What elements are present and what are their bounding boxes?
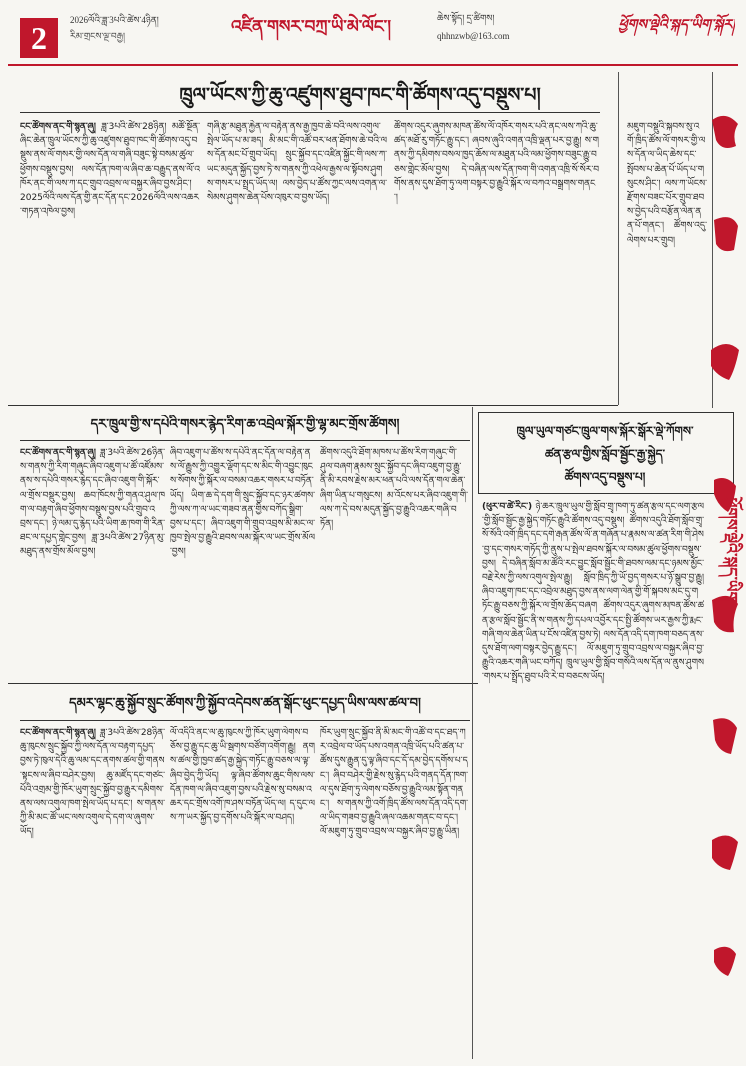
article-main-column-1 [20, 120, 200, 398]
issue-date: 2026ལོའི་ཟླ་3པའི་ཚེས་4ཉིན། [70, 15, 159, 25]
banner-text: ཕྱོགས་ལྡེའི་སྐད་ཡིག [722, 497, 741, 603]
article-3-column [482, 500, 704, 1056]
newspaper-title: འཛིན་གསར་བཀྲ་ཡི་མེ་ལོང་། [230, 17, 392, 37]
divider [8, 405, 618, 406]
headline-article-3-line-1: ཁྲུལ་ཡུལ་གཙང་ཁྲུལ་གས་སྐོར་སྒོར་ལྡེ་ཀོགས་ [516, 424, 694, 438]
article-4-column-1 [20, 726, 165, 1061]
article-2-text-1: ཟླ་3པའི་ཚེས་26ཉིན་ས་གནས་ཀྱི་རིག་གཞུང་ཞིབ་འཇུག་པ་ཚོ་འཛོམས་ནས་ས་དཔེའི་གསར་རྙེད་དང་ཞིབ་འཇུག་གི་སྐོར་ལ་གྲོས་བསྡུར་བྱས། ཆབ་ཁོངས་ཀྱི་གནའ་ཤུལ་ཁག་ལ་བརྟག་ཞིབ་ཕྱོགས་བསྡུས་བྱས་པའི་གྲུབ་འབྲས་དང་། ཉེ་ལམ་དུ་རྙེད་པའི་ཡིག་ཆ་ཁག་གི་རིན་ཐང་ལ་དཔྱད་གླེང་བྱས། ཟླ་3པའི་ཚེས་27ཉིན་མུ་མཐུད་ནས་གྲོས་མོལ་བྱས། [20, 448, 165, 558]
article-2-column-1 [20, 446, 165, 678]
article-main-lead: ངང་ཚོགས་ནང་གི་སྙན་ཞུ། [20, 122, 96, 132]
issue-subtitle: རིམ་གྲངས་ལྔ་བརྒྱ། [70, 31, 126, 41]
article-main-column-4: མཇུག་བསྡུའི་སྐབས་སུ་འགོ་ཁྲིད་ཚོས་ལོ་གསར་གྱི་ལས་དོན་ལ་ཡིད་ཆེས་དང་སྤོབས་པ་ཆེན་པོ་ཡོད་པ་གསུངས་ཤིང་། ལས་ཀ་ཡོངས་རྫོགས་བཟང་པོར་གྲུབ་ཐབས་བྱེད་པའི་བརྩོན་ལེན་ནན་པོ་གནང་། ཚོགས་འདུ་ལེགས་པར་གྲུབ། [627, 122, 707, 246]
article-4-lead: ངང་ཚོགས་ནང་གི་སྙན་ཞུ། [20, 728, 96, 738]
article-4-column-2: ལོ་འདིའི་ནང་ལ་ཆུ་ཁུངས་ཀྱི་ཁོར་ཡུག་ལེགས་བཅོས་བྱ་རྒྱུ་དང་ཆུ་ཡི་སྦགས་བཙོག་འགོག་རྒྱུ། ནགས་ཚལ་གྱི་ཁྱབ་ཚད་རྒྱ་སྐྱེད་གཏོང་རྒྱུ་བཅས་ལ་ལྟ་ཞིབ་བྱེད་ཀྱི་ཡོད། ལྟ་ཞིབ་ཚོགས་ཆུང་གིས་ལས་དོན་ཁག་ལ་ཞིབ་འཇུག་བྱས་པའི་རྗེས་སུ་བསམ་འཆར་དང་གྲོས་འགོ་ཁ་ཤས་བཏོན་ཡོད་ལ། ད་དུང་ལས་ཀ་ཡར་སྐྱོད་བྱ་དགོས་པའི་སྐོར་ལ་བཤད། [170, 728, 315, 824]
article-main-column-2: གཞི་རྩ་མཐུན་རྐྱེན་ལ་བརྟེན་ནས་རྒྱ་ཁྱབ་ཆེ་བའི་ལས་འགུལ་སྤེལ་ཡོད་པ་མ་ཟད། མི་མང་གི་འཚོ་བར་ཕན་ཐོགས་ཆེ་བའི་ལས་དོན་མང་པོ་གྲུབ་ཡོད། སྲུང་སྐྱོབ་དང་འཛིན་སྐྱོང་གི་ལས་ཀ་ཡང་མདུན་སྐྱོད་བྱས་ཏེ་ས་གནས་ཀྱི་འཕེལ་རྒྱས་ལ་སྟོབས་ཤུགས་གསར་པ་སྤྲད་ཡོད་ལ། ལས་བྱེད་པ་ཚོས་ཀྱང་ལས་འགན་ལ་སེམས་ཤུགས་ཆེན་པོས་འཁུར་བ་བྱས་ཡོད། [207, 122, 387, 204]
section-title: ཕྱོགས་ལྡེའི་སྐད་ཡིག་སྐོར། [618, 17, 735, 33]
contact-email: qhhnzwb@163.com [437, 31, 510, 41]
article-main-column-3: ཚོགས་འདུར་ཞུགས་མཁན་ཚོས་ལོ་འཁོར་གསར་པའི་ནང་ལས་ཀའི་ཆུ་ཚད་མཐོ་རུ་གཏོང་རྒྱུ་དང་། ཞབས་ཞུའི་འགན་འཁྲི་ལྡན་པར་བྱ་རྒྱུ། ས་གནས་ཀྱི་དམིགས་བསལ་ཁྱད་ཆོས་ལ་མཐུན་པའི་ལམ་ཕྱོགས་བཟུང་རྒྱུ་བཅས་གླེང་མོལ་བྱས། དེ་བཞིན་ལས་དོན་ཁག་གི་འགན་འཁྲི་སོ་སོར་བགོས་ནས་དུས་ཐོག་ཏུ་ལག་བསྟར་བྱ་རྒྱུའི་སྐོར་ལ་བཀའ་བསྒྲགས་གནང་། [394, 122, 599, 204]
article-4-text-1: ཟླ་3པའི་ཚེས་28ཉིན་ཆུ་ཁུངས་སྲུང་སྐྱོབ་ཀྱི་ལས་དོན་ལ་བརྟག་དཔྱད་བྱས་ཏེ་ཁུལ་དེའི་ཆུ་ལམ་དང་ནགས་ཚལ་གྱི་གནས་སྟངས་ལ་ཞིབ་བཤེར་བྱས། ཆུ་མཛོད་དང་གཙང་པོའི་འགྲམ་གྱི་ཁོར་ཡུག་སྲུང་སྐྱོབ་བྱ་རྒྱུར་དམིགས་ནས་ལས་འགུལ་ཁག་སྤེལ་ཡོད་པ་དང་། ས་གནས་ཀྱི་མི་མང་ཚོ་ཡང་ལས་འགུལ་དེ་དག་ལ་ཞུགས་ཡོད། [20, 728, 165, 838]
article-4-column-3: ཁོར་ཡུག་སྲུང་སྐྱོབ་ནི་མི་མང་གི་འཚོ་བ་དང་ཐད་ཀར་འབྲེལ་བ་ཡོད་པས་འགན་འཁྲི་ཡོད་པའི་ཚན་པ་ཚོས་དུས་རྒྱུན་དུ་ལྟ་ཞིབ་དང་དོ་དམ་བྱེད་དགོས་པ་དང་། ཞིབ་བཤེར་གྱི་རྗེས་སུ་རྙེད་པའི་གནད་དོན་ཁག་ལ་དུས་ཐོག་ཏུ་ལེགས་བཅོས་བྱ་རྒྱུའི་ལམ་སྟོན་གནང་། ས་གནས་ཀྱི་འགོ་ཁྲིད་ཚོས་ལས་དོན་འདི་དག་ལ་ཡིད་གཟབ་བྱ་རྒྱུའི་ཞལ་འཆམ་གནང་བ་དང་། ལོ་མཇུག་ཏུ་གྲུབ་འབྲས་ལ་བསྐྱར་ཞིབ་བྱ་རྒྱུ་ཡིན། [320, 728, 468, 838]
headline-article-3-line-3: ཚོགས་འདུ་བསྡུས་པ། [564, 470, 646, 484]
article-3-lead: (ཕུར་བ་ཚེ་རིང་) [482, 502, 533, 512]
page-number: 2 [20, 18, 58, 58]
article-2-lead: ངང་ཚོགས་ནང་གི་སྙན་ཞུ། [20, 448, 96, 458]
divider [8, 683, 478, 684]
divider [20, 112, 600, 113]
article-2-column-3: ཚོགས་འདུའི་ཐོག་མཁས་པ་ཚོས་རིག་གཞུང་གི་ཤུལ་བཞག་རྣམས་སྲུང་སྐྱོབ་དང་ཞིབ་འཇུག་བྱ་རྒྱུ་ནི་མི་རབས་རྗེས་མར་ཕན་པའི་ལས་དོན་གལ་ཆེན་ཞིག་ཡིན་པ་གསུངས། མ་འོངས་པར་ཞིབ་འཇུག་གི་ལས་ཀ་དེ་བས་མདུན་སྐྱོད་བྱ་རྒྱུའི་འཆར་གཞི་བཏོན། [320, 448, 468, 530]
masthead-rule [8, 64, 738, 66]
column-divider [472, 407, 473, 1059]
vertical-banner [706, 100, 746, 1000]
divider [20, 720, 470, 721]
editor-credit: ཆེས་སྟོད། དྲ་ཚིགས། [437, 13, 495, 23]
article-3-text: ཉེ་ཆར་ཁྲུལ་ཡུལ་གྱི་སློབ་གྲྭ་ཁག་ཏུ་ཚན་རྩལ་དང་ལག་རྩལ་གྱི་སློབ་སྦྱོང་རྒྱ་སྐྱེད་གཏོང་རྒྱུའི་ཚོགས་འདུ་བསྡུས། ཚོགས་འདུའི་ཐོག་སློབ་གྲྭ་སོ་སོའི་འགོ་ཁྲིད་དང་དགེ་རྒན་ཚོས་ལོ་ན་གཞོན་པ་རྣམས་ལ་ཚན་རིག་གི་ཤེས་བྱ་དང་གསར་གཏོད་ཀྱི་ནུས་པ་སྤེལ་ཐབས་སྐོར་ལ་བསམ་ཚུལ་ཕྱོགས་བསྡུས་བྱས། དེ་བཞིན་སློབ་མ་ཚོའི་རང་བྱུང་སློབ་སྦྱོང་གི་ཐབས་ལམ་དང་ཉམས་མྱོང་བརྗེ་རེས་ཀྱི་ལས་འགུལ་སྤེལ་རྒྱུ། སློབ་ཁྲིད་ཀྱི་ཡོ་བྱད་གསར་པ་ཉོ་སྒྲུབ་བྱ་རྒྱུ། ཞིབ་འཇུག་ཁང་དང་འབྲེལ་མཐུད་བྱས་ནས་ལག་ལེན་གྱི་གོ་སྐབས་མང་དུ་གཏོང་རྒྱུ་བཅས་ཀྱི་སྐོར་ལ་གྲོས་ཆོད་བཞག ཚོགས་འདུར་ཞུགས་མཁན་ཚོས་ཚན་རྩལ་སློབ་སྦྱོང་ནི་ས་གནས་ཀྱི་དཔལ་འབྱོར་དང་སྤྱི་ཚོགས་ཡར་རྒྱས་ཀྱི་རྨང་གཞི་གལ་ཆེན་ཡིན་པ་ངོས་འཛིན་བྱས་ཏེ། ལས་དོན་འདི་དག་ཁག་བཅད་ནས་དུས་ཐོག་ལག་བསྟར་བྱེད་རྒྱུ་དང་། ལོ་མཇུག་ཏུ་གྲུབ་འབྲས་ལ་བསྐྱར་ཞིབ་བྱ་རྒྱུའི་འཆར་གཞི་ཡང་བཀོད། ཁྲུལ་ཡུལ་གྱི་སློབ་གསོའི་ལས་དོན་ལ་ནུས་ཤུགས་གསར་པ་སྤྲོད་ཐུབ་པའི་རེ་བ་བཅངས་ཡོད། [482, 502, 704, 683]
article-2-column-2: ཞིབ་འཇུག་པ་ཚོས་ས་དཔེའི་ནང་དོན་ལ་བརྟེན་ནས་ལོ་རྒྱུས་ཀྱི་འགྱུར་ལྡོག་དང་ས་མིང་གི་འབྱུང་ཁུངས་སོགས་ཀྱི་སྐོར་ལ་བསམ་འཆར་གསར་པ་བཏོན་ཡོད། ཡིག་ཆ་དེ་དག་གི་སྲུང་སྐྱོབ་དང་ཉར་ཚགས་ཀྱི་ལས་ཀ་ལ་ཡང་གཟབ་ནན་གྱིས་བཀོད་སྒྲིག་བྱས་པ་དང་། ཞིབ་འཇུག་གི་གྲུབ་འབྲས་མི་མང་ལ་ཁྱབ་སྤེལ་བྱ་རྒྱུའི་ཐབས་ལམ་སྐོར་ལ་ཡང་གྲོས་མོལ་བྱས། [170, 448, 315, 558]
divider [20, 440, 470, 441]
article-main-text-1: ཟླ་3པའི་ཚེས་28ཉིན། མཚོ་སྔོན་ཞིང་ཆེན་ཁྲུལ་ཡོངས་ཀྱི་ཆུ་འཛུགས་ཐུབ་ཁང་གི་ཚོགས་འདུ་བསྡུས་ནས་ལོ་གསར་གྱི་ལས་དོན་ལ་གཞི་བཟུང་སྟེ་བསམ་ཚུལ་ཕྱོགས་བསྡུས་བྱས། ལས་དོན་ཁག་ལ་ཞིབ་ཆ་བརྒྱུད་ནས་ལོ་འཁོར་ནང་གི་ལས་ཀ་དང་གྲུབ་འབྲས་ལ་བསྐྱར་ཞིབ་བྱས་ཤིང་། 2025ལོའི་ལས་དོན་གྱི་ནང་དོན་དང་2026ལོའི་ལས་འཆར་གཏན་འཁེལ་བྱས། [20, 122, 200, 218]
headline-main: ཁྲུལ་ཡོངས་ཀྱི་ཆུ་འཛུགས་ཐུབ་ཁང་གི་ཚོགས་འདུ་བསྡུས་པ། [179, 84, 541, 106]
headline-article-3-line-2: ཚན་རྩལ་གྱིས་སློབ་སྦྱོང་རྒྱ་སྐྱེད་ [544, 447, 666, 461]
headline-article-4: དམར་ལྷང་ཆུ་སྐྱོབ་སྲུང་ཚོགས་ཀྱི་སྐྱོབ་འདེབས་ཚན་སྒོང་ཕུང་དཔྱད་ཡིས་ལས་ཚལ་བ། [69, 696, 421, 711]
masthead [0, 0, 746, 72]
headline-article-2: དར་ཁྲུལ་གྱི་ས་དཔེའི་གསར་རྙེད་རིག་ཆ་འབྲེལ་སྐོར་གྱི་ལྷ་མང་གྲོས་ཚོགས། [90, 417, 400, 432]
column-divider [618, 72, 619, 405]
